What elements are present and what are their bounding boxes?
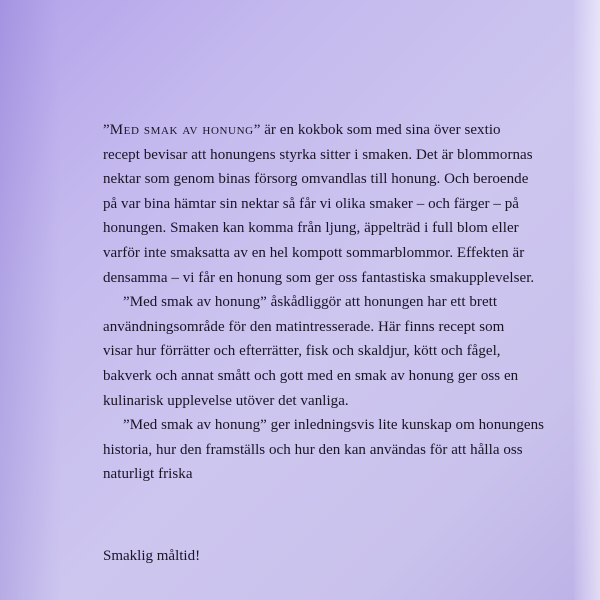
paragraph-line: recept bevisar att honungens styrka sitter i smaken. Det är blommornas	[103, 146, 533, 163]
paragraph-line: kulinarisk upplevelse utöver det vanliga.	[103, 392, 349, 409]
page-shadow	[0, 0, 60, 600]
paragraph-line: nektar som genom binas försorg omvandlas till honung. Och beroende	[103, 171, 529, 188]
paragraph-line	[103, 118, 563, 143]
signoff: Smaklig måltid!	[103, 548, 201, 564]
paragraph-line-rest: ” är en kokbok som med sina över sextio	[253, 122, 501, 138]
page-edge	[574, 0, 600, 600]
paragraph-line: bakverk och annat smått och gott med en smak av honung ger oss en	[103, 367, 519, 384]
open-quote: ”	[103, 122, 110, 138]
paragraph-line: användningsområde för den matintresserade. Här finns recept som	[103, 318, 505, 335]
paragraph-line: varför inte smaksatta av en hel kompott sommarblommor. Effekten är	[103, 244, 525, 261]
paragraph-line: historia, hur den framställs och hur den kan användas för att hålla oss	[103, 441, 523, 458]
book-title-smallcaps: Med smak av honung	[109, 122, 254, 138]
paragraph-2	[103, 290, 563, 413]
paragraph-3	[103, 413, 563, 487]
body-text	[103, 118, 563, 487]
paragraph-line: densamma – vi får en honung som ger oss fantastiska smakupplevelser.	[103, 269, 535, 286]
paragraph-line: naturligt friska	[103, 466, 193, 483]
paragraph-line: ”Med smak av honung” ger inledningsvis lite kunskap om honungens	[123, 417, 545, 434]
paragraph-1	[103, 118, 563, 290]
paragraph-line: ”Med smak av honung” åskådliggör att honungen har ett brett	[123, 294, 498, 311]
paragraph-line: visar hur förrätter och efterrätter, fisk och skaldjur, kött och fågel,	[103, 343, 501, 360]
paragraph-line: på var bina hämtar sin nektar så får vi olika smaker – och färger – på	[103, 195, 519, 212]
paragraph-line: honungen. Smaken kan komma från ljung, äppelträd i full blom eller	[103, 220, 519, 237]
